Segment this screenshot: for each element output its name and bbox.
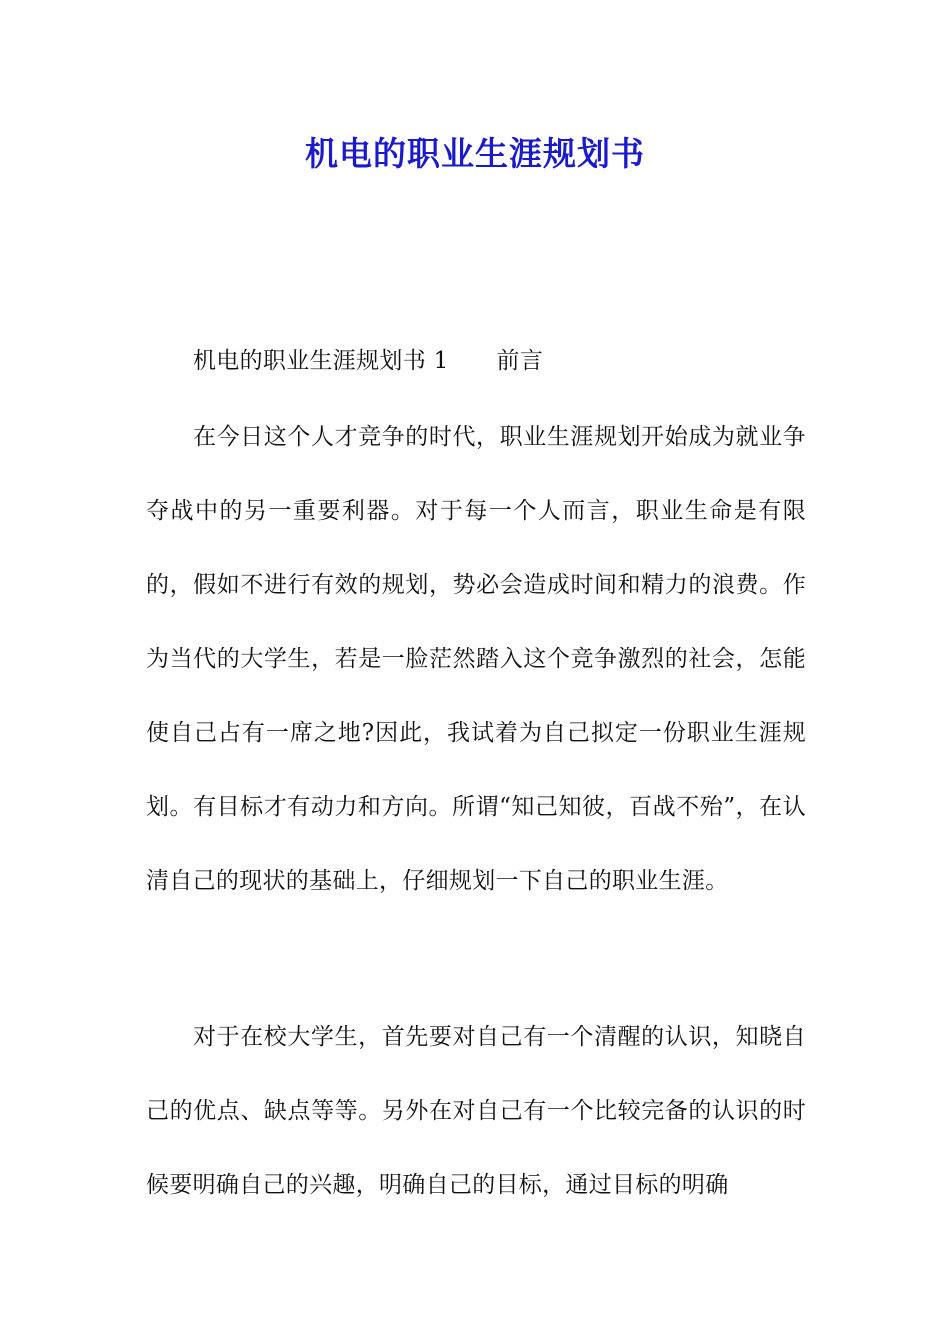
paragraph-self-awareness: 对于在校大学生，首先要对自己有一个清醒的认识，知晓自己的优点、缺点等等。另外在对自己有一个比较完备的认识的时候要明确自己的兴趣，明确自己的目标，通过目标的明确 — [146, 1024, 806, 1198]
document-title: 机电的职业生涯规划书 — [305, 134, 645, 173]
section-subtitle: 前言 — [496, 348, 544, 374]
paragraph-intro: 在今日这个人才竞争的时代，职业生涯规划开始成为就业争夺战中的另一重要利器。对于每一个人而言，职业生命是有限的，假如不进行有效的规划，势必会造成时间和精力的浪费。作为当代的大学生，若是一脸茫然踏入这个竞争激烈的社会，怎能使自己占有一席之地?因此，我试着为自己拟定一份职业生涯规划。有目标才有动力和方向。所谓“知己知彼，百战不殆”，在认清自己的现状的基础上，仔细规划一下自己的职业生涯。 — [146, 424, 806, 894]
section-label: 机电的职业生涯规划书 1 — [193, 348, 449, 374]
section-heading — [146, 343, 853, 379]
